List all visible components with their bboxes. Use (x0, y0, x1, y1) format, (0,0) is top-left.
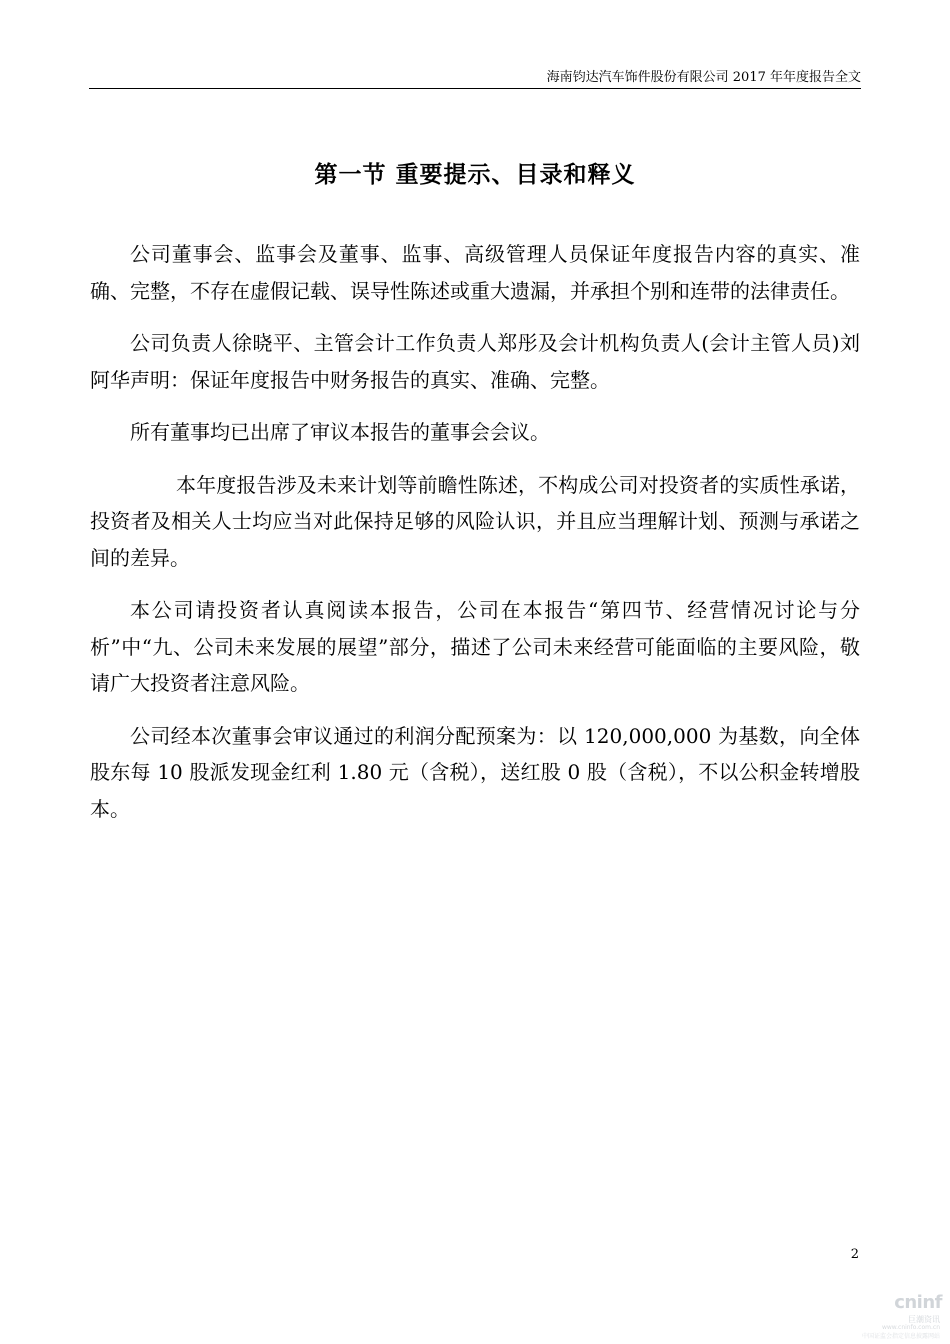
paragraph-forward-looking: 本年度报告涉及未来计划等前瞻性陈述，不构成公司对投资者的实质性承诺，投资者及相关人士均应当对此保持足够的风险认识，并且应当理解计划、预测与承诺之间的差异。 (90, 472, 860, 570)
paragraph-directors-attendance: 所有董事均已出席了审议本报告的董事会会议。 (130, 420, 550, 444)
section-title: 第一节 重要提示、目录和释义 (314, 161, 636, 188)
cninfo-subtitle: 巨潮资讯 (908, 1315, 940, 1324)
header-divider (89, 88, 861, 89)
page-number: 2 (850, 1247, 859, 1262)
cninfo-url: www.cninfo.com.cn (881, 1324, 940, 1331)
cninfo-watermark (832, 1292, 942, 1338)
paragraph-profit-distribution: 公司经本次董事会审议通过的利润分配预案为：以 120,000,000 为基数，向全体股东每 10 股派发现金红利 1.80 元（含税），送红股 0 股（含税），不以公积金转增股本。 (90, 723, 860, 821)
body-text (90, 236, 860, 843)
running-header: 海南钧达汽车饰件股份有限公司 2017 年年度报告全文 (546, 70, 861, 85)
paragraph-responsible-persons: 公司负责人徐晓平、主管会计工作负责人郑彤及会计机构负责人(会计主管人员)刘阿华声明：保证年度报告中财务报告的真实、准确、完整。 (90, 331, 860, 392)
paragraph-board-guarantee: 公司董事会、监事会及董事、监事、高级管理人员保证年度报告内容的真实、准确、完整，不存在虚假记载、误导性陈述或重大遗漏，并承担个别和连带的法律责任。 (90, 242, 860, 303)
cninfo-org: 中国证监会指定信息披露网站 (861, 1333, 940, 1340)
cninfo-logo: cninf (894, 1292, 942, 1313)
paragraph-risk-notice: 本公司请投资者认真阅读本报告，公司在本报告“第四节、经营情况讨论与分析”中“九、公司未来发展的展望”部分，描述了公司未来经营可能面临的主要风险，敬请广大投资者注意风险。 (90, 598, 860, 695)
